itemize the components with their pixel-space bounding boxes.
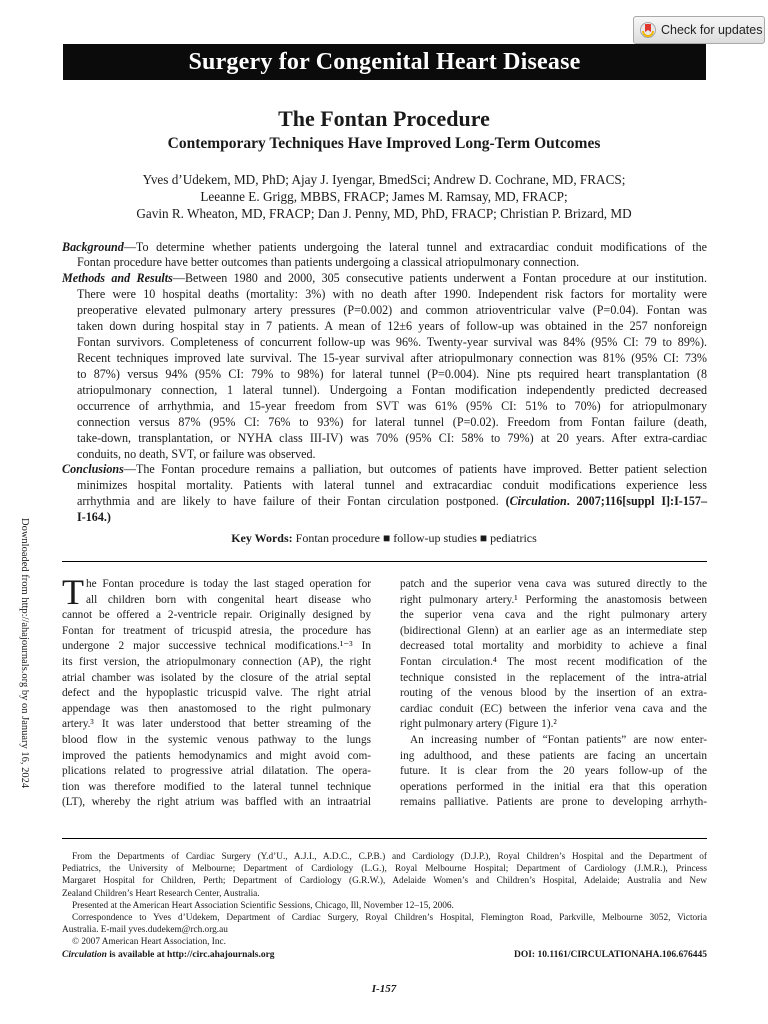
body-line: artery.³ It was later understood that better streaming of the <box>62 718 371 731</box>
key-word: follow-up studies <box>393 531 477 545</box>
body-line: blood flow in the systemic venous pathway to the lungs <box>62 733 371 746</box>
body-line: its first version, the atriopulmonary connection (AP), the right <box>62 655 371 668</box>
abstract-line: Fontan survivors. Completeness of concurrent follow-up was 96%. Twenty-year survival was 84% (95% CI: 79 to 89%). <box>77 335 707 349</box>
body-line: the superior vena cava and the right pulmonary artery <box>400 609 707 622</box>
abstract-line: taken down during hospital stay in 7 patients. A mean of 12±6 years of follow-up was obtained in the 257 nonforeign <box>77 319 707 333</box>
article-title: The Fontan Procedure <box>278 106 490 131</box>
body-line: appendage was then anastomosed to the right pulmonary <box>62 702 371 715</box>
body-line: Fontan for treatment of tricuspid atresia, the procedure has <box>62 624 371 637</box>
abstract-line: take-down, transplantation, or NYHA class III-IV) was 70% (95% CI: 58% to 79%) at 20 years. After extra-cardiac <box>77 431 707 445</box>
body-line: patch and the superior vena cava was sutured directly to the <box>400 578 707 590</box>
body-line: undergone 2 major successive technical modifications.¹⁻³ In <box>62 640 371 653</box>
footnotes <box>62 851 707 949</box>
abstract-conclusions-label: Conclusions <box>62 462 124 476</box>
abstract-line: conduits, no death, SVT, or failure was observed. <box>77 447 316 461</box>
citation-journal: Circulation <box>509 494 567 508</box>
footnote-line: Australia. E-mail yves.dudekem@rch.org.au <box>62 925 228 936</box>
body-right-column <box>400 577 707 811</box>
key-words <box>0 531 768 546</box>
body-line: defect and the hypoplastic tricuspid valve. The right atrial <box>62 687 371 700</box>
footnote-line: Pediatrics, the University of Melbourne; Department of Cardiology (L.G.), Royal Melbourne Hospital; Department of Cardiology (J.M.R.), Princess <box>62 864 707 875</box>
body-line: future. It is clear from the 20 years follow-up of the <box>400 765 707 778</box>
body-line: routing of the venous blood by the insertion of an extra- <box>400 687 707 700</box>
body-line: right pulmonary artery (Figure 1).² <box>400 718 557 731</box>
check-for-updates-label: Check for updates <box>661 23 763 37</box>
journal-section-title: Surgery for Congenital Heart Disease <box>188 48 581 75</box>
body-line: (LT), whereby the right atrium was baffled with an intraatrial <box>62 796 371 809</box>
footnote-line: Zealand Children’s Heart Research Center, Australia. <box>62 888 260 899</box>
abstract-line: preoperative elevated pulmonary artery pressures (P=0.002) and common atrioventricular valve (P=0.04). Fontan was <box>77 303 707 317</box>
body-line: cardiac conduit (EC) between the inferior vena cava and the <box>400 702 707 715</box>
body-line: An increasing number of “Fontan patients” are now enter- <box>410 733 707 746</box>
body-line: plications related to progressive atrial dilatation. The opera- <box>62 765 371 778</box>
footnote-line: Correspondence to Yves d’Udekem, Department of Cardiac Surgery, Royal Children’s Hospital, Flemington Road, Parkville, Melbourne 3052, Victoria <box>72 913 707 924</box>
body-line: technique consisted in the replacement of the intra-atrial <box>400 671 707 684</box>
body-line: remains palliative. Patients are prone to developing arrhyth- <box>400 796 707 809</box>
abstract-citation-end: I-164.) <box>77 510 111 524</box>
author-line: Yves d’Udekem, MD, PhD; Ajay J. Iyengar, BmedSci; Andrew D. Cochrane, MD, FRACS; <box>142 172 626 187</box>
abstract-line: minimizes hospital mortality. Patients with lateral tunnel and extracardiac conduit modifications experience less <box>77 478 707 492</box>
page-number: I-157 <box>371 983 397 995</box>
footnote-divider <box>62 838 707 839</box>
body-line: all children born with congenital heart disease who <box>86 593 371 606</box>
body-line: operations performed in the initial era that this operation <box>400 780 707 793</box>
body-line: ing adulthood, and these patients are facing an uncertain <box>400 749 707 762</box>
body-line: cannot be offered a 2-ventricle repair. Originally designed by <box>62 609 371 622</box>
abstract-line: arrhythmia and are likely to have failure of their Fontan circulation postponed. (Circulation. 2007;116[suppl I]:I-157– <box>77 494 708 508</box>
author-line: Gavin R. Wheaton, MD, FRACP; Dan J. Penny, MD, PhD, FRACP; Christian P. Brizard, MD <box>136 206 632 221</box>
footnote-line: Margaret Hospital for Children, Perth; Department of Cardiology (G.R.W.), Adelaide Women’s and Children’s Hospital, Adelaide; Australia and New <box>62 876 707 887</box>
drop-cap: T <box>62 572 84 612</box>
availability-note: Circulation is available at http://circ.ahajournals.org <box>62 950 275 960</box>
square-bullet-icon: ■ <box>382 531 391 545</box>
abstract-conclusions-line: Conclusions—The Fontan procedure remains a palliation, but outcomes of patients have improved. Better patient selection <box>62 462 707 476</box>
abstract-line: connection versus 87% (95% CI: 76% to 93%) for lateral tunnel (P=0.02). Freedom from Fontan failure (death, <box>77 415 707 429</box>
doi: DOI: 10.1161/CIRCULATIONAHA.106.676445 <box>513 950 707 960</box>
author-line: Leeanne E. Grigg, MBBS, FRACP; James M. Ramsay, MD, FRACP; <box>200 189 568 204</box>
key-words-label: Key Words: <box>231 531 293 545</box>
square-bullet-icon: ■ <box>479 531 488 545</box>
body-line: he Fontan procedure is today the last staged operation for <box>86 578 371 590</box>
key-word: Fontan procedure <box>295 531 380 545</box>
abstract-line: atriopulmonary connection, 1 lateral tunnel). Undergoing a Fontan modification independently predicted decreased <box>77 383 707 397</box>
crossmark-icon <box>640 21 656 39</box>
body-line: tion was therefore modified to the lateral tunnel technique <box>62 780 371 793</box>
abstract-background-label: Background <box>62 240 124 254</box>
body-line: (bidirectional Glenn) at an earlier age as an intermediate step <box>400 624 707 637</box>
abstract-line: Fontan procedure have better outcomes than patients undergoing a classical atriopulmonary connection. <box>77 255 580 269</box>
abstract-line: There were 10 hospital deaths (mortality: 3%) with no death after 1990. Independent risk factors for mortality were <box>77 287 707 301</box>
footnote-line: © 2007 American Heart Association, Inc. <box>72 937 226 948</box>
body-line: improved the patients hemodynamics and might avoid com- <box>62 749 371 762</box>
footnote-line: From the Departments of Cardiac Surgery (Y.d’U., A.J.I., A.D.C., C.P.B.) and Cardiology (D.J.P.), Royal Children’s Hospital and the Department of <box>72 852 707 862</box>
abstract-background-line: Background—To determine whether patients undergoing the lateral tunnel and extracardiac conduit modifications of the <box>62 240 707 254</box>
footnote-line: Presented at the American Heart Association Scientific Sessions, Chicago, Ill, November 12–15, 2006. <box>72 900 454 911</box>
key-word: pediatrics <box>490 531 537 545</box>
abstract-line: occurrence of arrhythmia, and 15-year freedom from SVT was 61% (95% CI: 51% to 70%) for atriopulmonary <box>77 399 707 413</box>
abstract-methods-label: Methods and Results <box>62 271 173 285</box>
body-left-column <box>62 577 371 811</box>
body-line: decreased total mortality and morbidity to achieve a final <box>400 640 707 653</box>
article-subtitle: Contemporary Techniques Have Improved Long-Term Outcomes <box>167 135 601 152</box>
body-line: Fontan circulation.⁴ The most recent modification of the <box>400 655 707 668</box>
abstract-line: Recent techniques improved late survival. The 15-year survival after atriopulmonary connection was 81% (95% CI: 73% <box>77 351 707 365</box>
abstract-line: to 87%) versus 94% (95% CI: 79% to 98%) for lateral tunnel (P=0.004). Nine pts required heart transplantation (8 <box>77 367 707 381</box>
section-divider <box>62 561 707 562</box>
availability-journal: Circulation <box>62 950 107 960</box>
abstract-methods-line: Methods and Results—Between 1980 and 2000, 305 consecutive patients underwent a Fontan procedure at our institution. <box>62 271 707 285</box>
check-for-updates-button[interactable] <box>633 16 765 44</box>
journal-section-banner <box>63 44 706 80</box>
body-line: atrial chamber was isolated by the closure of the atrial septal <box>62 671 371 684</box>
body-line: right pulmonary artery.¹ Performing the anastomosis between <box>400 593 707 606</box>
